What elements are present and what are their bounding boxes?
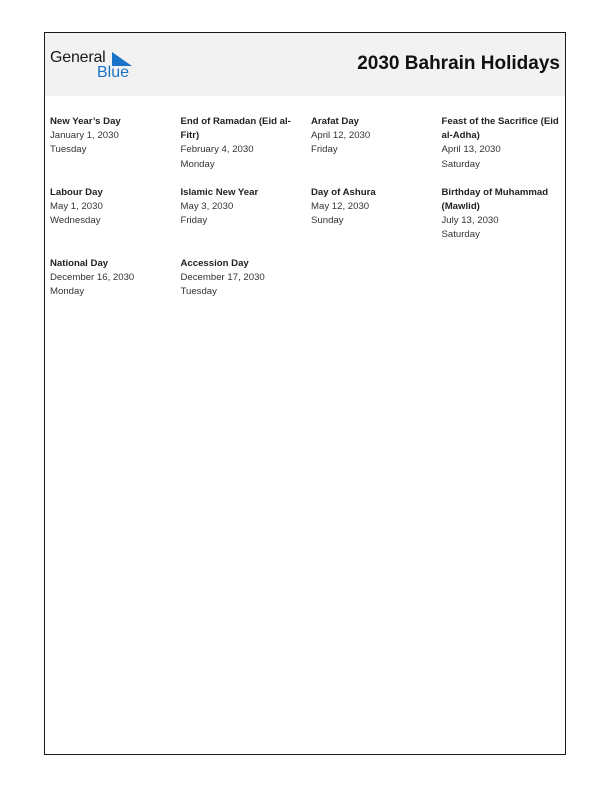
holiday-item [181,186,301,243]
holiday-name: National Day [50,257,109,269]
logo-blue-text: Blue [97,64,130,81]
holiday-name: End of Ramadan (Eid al-Fitr) [180,116,291,142]
holiday-item [311,186,431,243]
holiday-item [50,257,170,300]
holiday-item [181,257,301,300]
logo [50,49,140,83]
holiday-name: Islamic New Year [180,186,259,198]
holiday-weekday: Tuesday [180,286,217,298]
holiday-name: Accession Day [180,257,249,269]
holiday-weekday: Sunday [311,215,344,227]
holiday-name: Birthday of Muhammad (Mawlid) [441,186,549,213]
holiday-weekday: Saturday [441,158,480,170]
holiday-weekday: Monday [180,158,215,170]
holiday-date: December 16, 2030 [50,271,135,283]
holiday-date: February 4, 2030 [180,144,254,156]
holiday-grid [50,115,572,299]
holiday-date: May 1, 2030 [50,201,103,213]
holiday-date: January 1, 2030 [50,130,119,142]
holiday-weekday: Friday [311,144,338,156]
holiday-weekday: Saturday [441,229,480,241]
holiday-date: December 17, 2030 [180,271,265,283]
holiday-weekday: Wednesday [50,215,101,227]
holiday-item [181,115,301,172]
holiday-name: Labour Day [50,186,103,198]
holiday-name: Day of Ashura [311,186,376,198]
holiday-item [311,115,431,172]
holiday-date: May 12, 2030 [311,201,370,213]
holiday-date: May 3, 2030 [180,201,234,213]
holiday-item [50,115,170,172]
holiday-date: July 13, 2030 [441,215,499,227]
logo-general-text: General [50,49,106,66]
holiday-item [50,186,170,243]
holiday-item [442,115,562,172]
holiday-weekday: Friday [180,215,208,227]
holiday-name: Arafat Day [311,116,359,127]
holiday-name: New Year’s Day [50,116,121,127]
holiday-weekday: Tuesday [50,144,87,156]
page-frame [44,32,566,755]
holiday-item [442,186,562,243]
holiday-date: April 12, 2030 [311,130,371,142]
holiday-weekday: Monday [50,286,85,298]
holiday-date: April 13, 2030 [441,144,501,156]
holiday-name: Feast of the Sacrifice (Eid al-Adha) [441,116,559,142]
page-title: 2030 Bahrain Holidays [357,53,560,74]
header-band [45,33,565,96]
